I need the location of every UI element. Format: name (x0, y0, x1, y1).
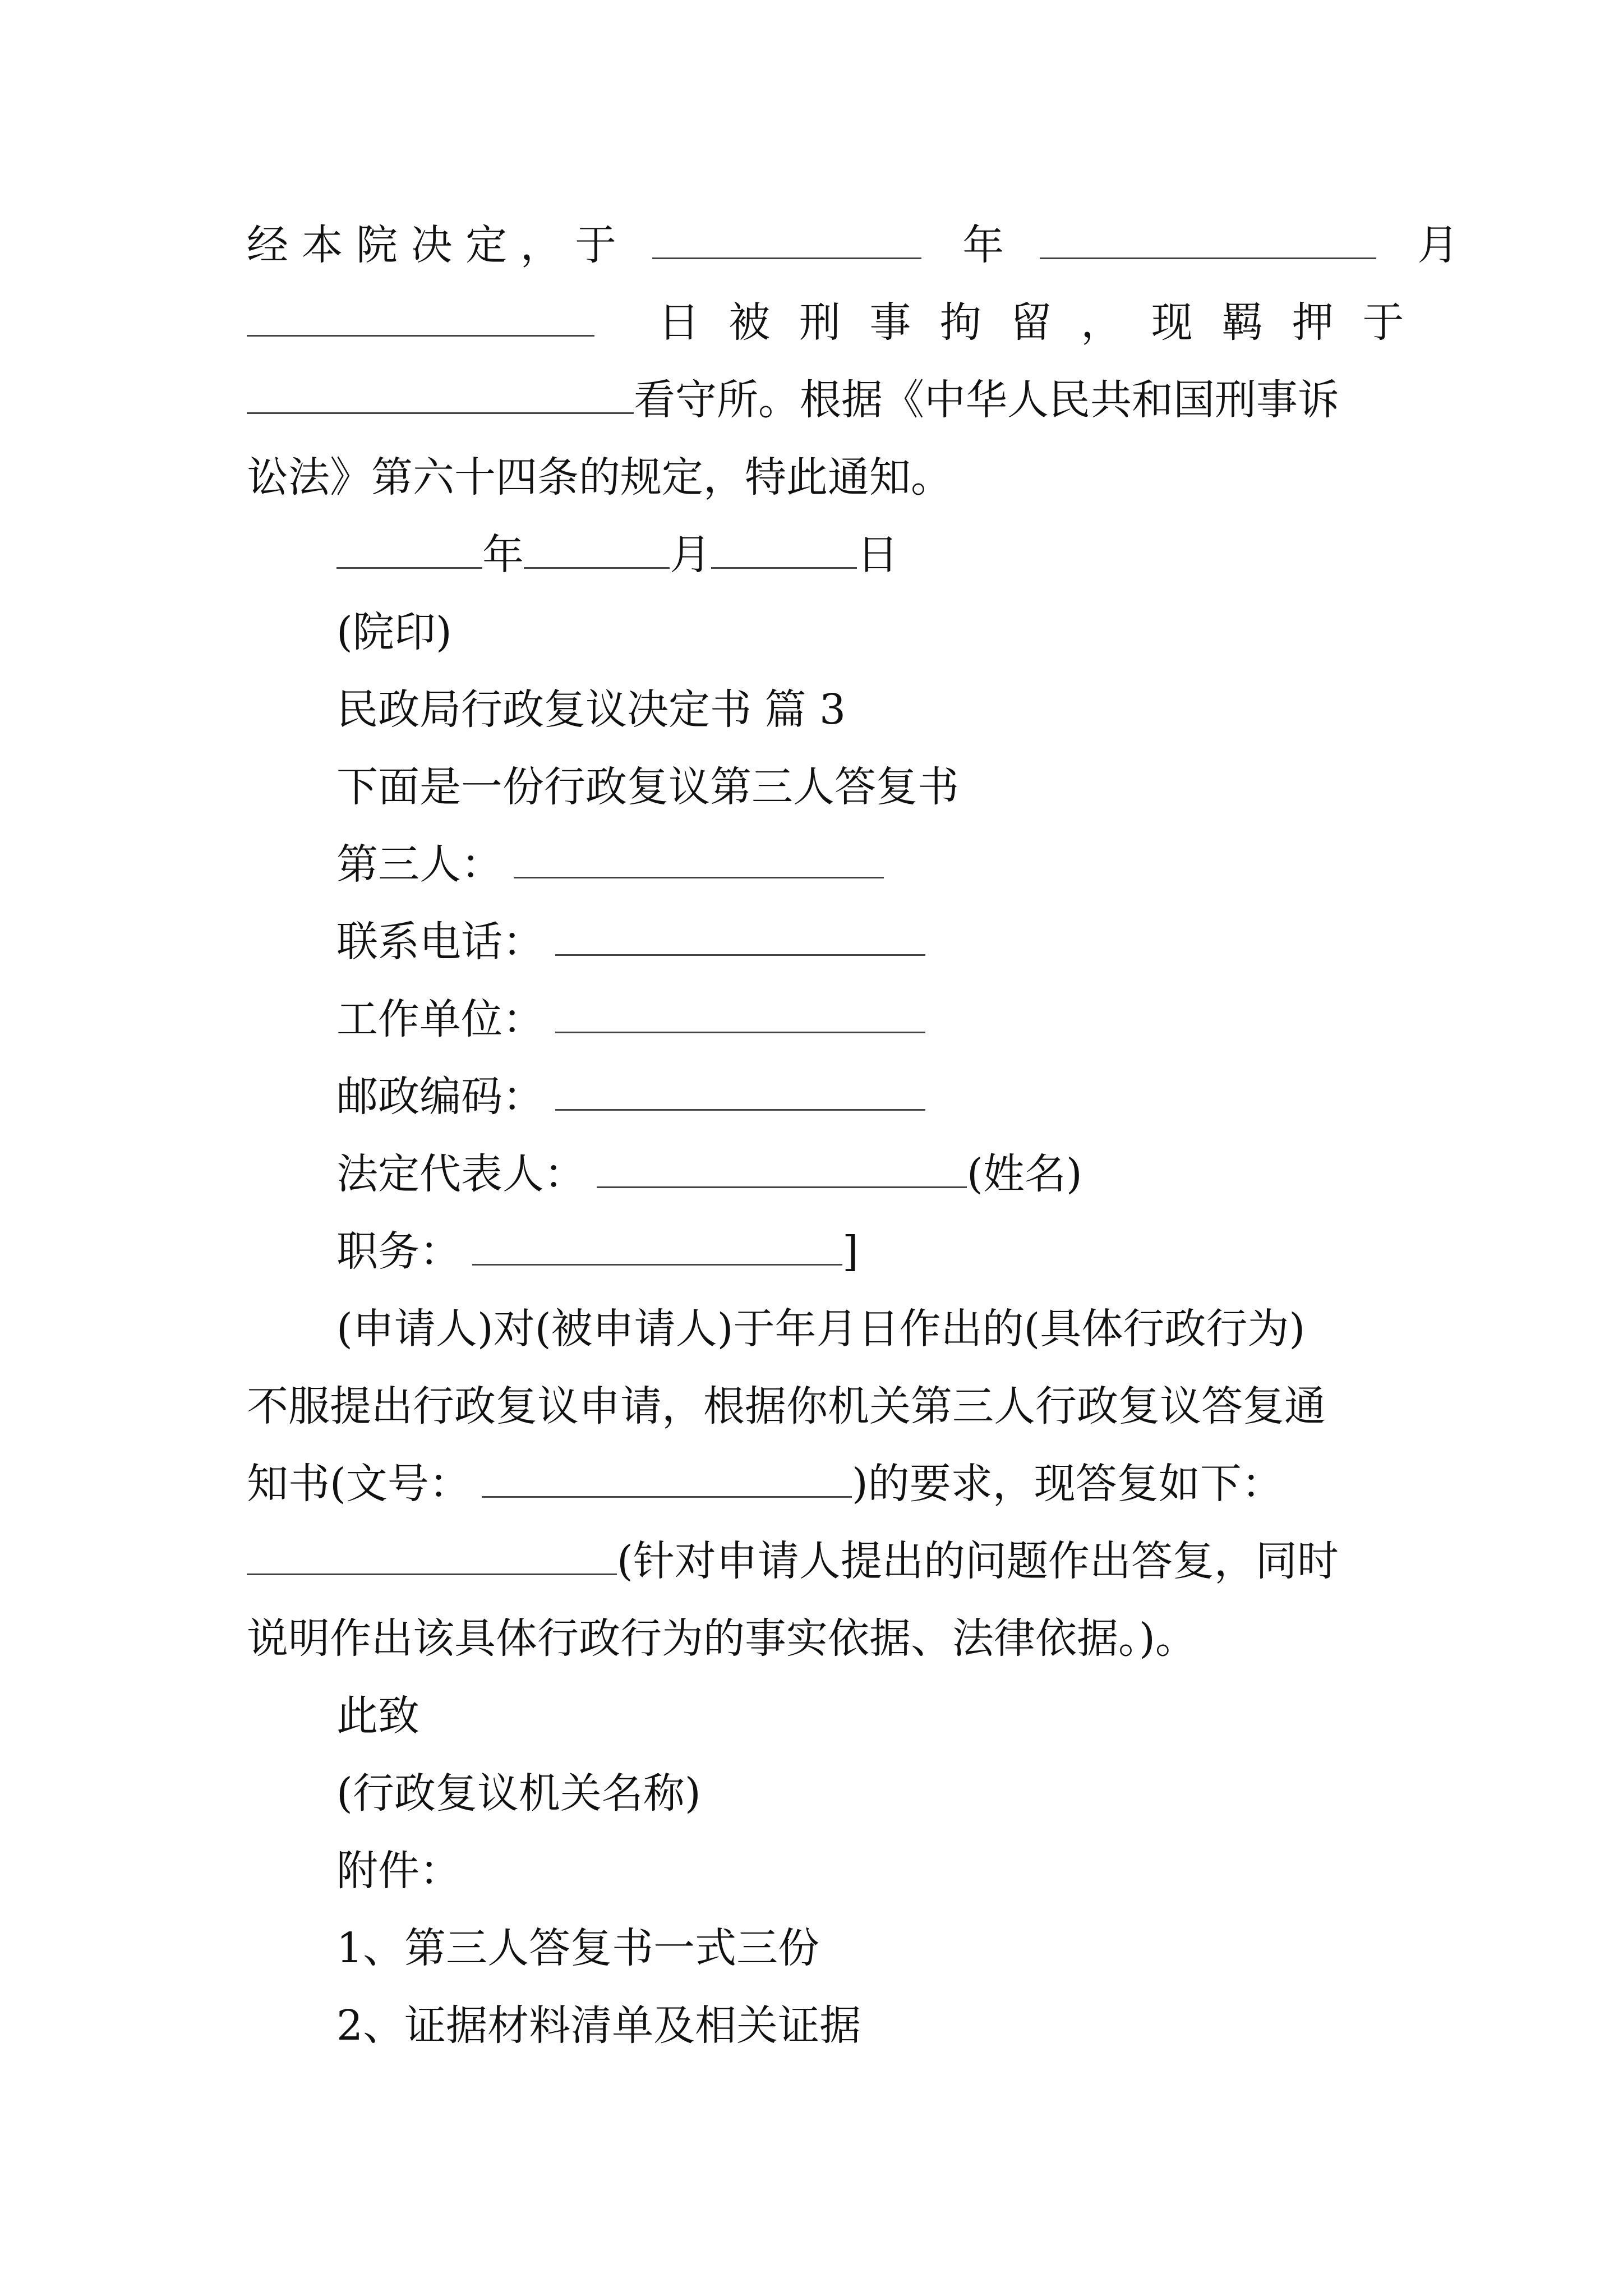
char: ， (1081, 298, 1123, 347)
blank-field (247, 1536, 617, 1575)
body-line-5: 说明作出该具体行政行为的事实依据、法律依据。)。 (247, 1614, 1197, 1663)
phone-field (336, 914, 925, 970)
body-line-2: 不服提出行政复议申请，根据你机关第三人行政复议答复通 (247, 1382, 1326, 1430)
notice-line-2-text (658, 295, 1404, 351)
blank-field (555, 917, 925, 956)
blank-field (597, 1149, 967, 1188)
work-unit-field (336, 991, 925, 1047)
notice-line-3-text: 看守所。根据《中华人民共和国刑事诉 (634, 376, 1339, 424)
char: 日 (658, 298, 700, 347)
postal-code-field (336, 1069, 925, 1125)
char: 羁 (1221, 298, 1264, 347)
attachment-item-1: 1、第三人答复书一式三份 (336, 1924, 820, 1972)
blank-field (336, 530, 482, 569)
blank-field (555, 995, 925, 1033)
salutation: 此致 (336, 1692, 419, 1740)
year-label: 年 (962, 221, 1004, 269)
char: 事 (869, 298, 911, 347)
char: 现 (1151, 298, 1193, 347)
third-party-field (336, 836, 884, 892)
date-year-label: 年 (482, 531, 524, 579)
char: 被 (728, 298, 771, 347)
position-label: 职务： (336, 1227, 461, 1276)
char: 押 (1292, 298, 1334, 347)
date-day-label: 日 (857, 531, 898, 579)
blank-field (514, 840, 884, 878)
blank-field (524, 530, 670, 569)
blank-field (1040, 220, 1376, 259)
position-field (336, 1223, 859, 1280)
blank-field (482, 1459, 852, 1498)
blank-field (472, 1227, 842, 1266)
body-line-4-text: (针对申请人提出的问题作出答复，同时 (617, 1537, 1339, 1585)
work-unit-label: 工作单位： (336, 995, 544, 1043)
intro-line: 下面是一份行政复议第三人答复书 (336, 763, 959, 811)
notice-line-1 (247, 217, 1459, 273)
recipient: (行政复议机关名称) (336, 1769, 701, 1818)
notice-line-1-text: 经 本 院 决 定 ， 于 (247, 221, 617, 269)
char: 留 (1010, 298, 1052, 347)
body-line-3 (247, 1456, 1283, 1512)
body-line-3-b: )的要求，现答复如下： (851, 1460, 1283, 1508)
char: 于 (1362, 298, 1404, 347)
char: 拘 (939, 298, 981, 347)
attachment-item-2: 2、证据材料清单及相关证据 (336, 2001, 861, 2050)
section-title: 民政局行政复议决定书 篇 3 (336, 685, 846, 734)
date-month-label: 月 (670, 531, 711, 579)
attachments-label: 附件： (336, 1847, 461, 1895)
seal-line: (院印) (336, 608, 452, 656)
month-label: 月 (1417, 221, 1459, 269)
legal-rep-field (336, 1146, 1082, 1202)
notice-line-2 (247, 295, 1404, 351)
blank-field (247, 375, 634, 414)
blank-field (652, 220, 921, 259)
body-line-1: (申请人)对(被申请人)于年月日作出的(具体行政行为) (336, 1305, 1306, 1353)
legal-rep-label: 法定代表人： (336, 1150, 585, 1198)
notice-line-4-text: 讼法》第六十四条的规定，特此通知。 (247, 453, 952, 501)
postal-code-label: 邮政编码： (336, 1073, 544, 1121)
blank-field (711, 530, 857, 569)
position-suffix: ] (842, 1227, 859, 1276)
char: 刑 (799, 298, 841, 347)
phone-label: 联系电话： (336, 918, 544, 966)
body-line-4 (247, 1533, 1339, 1589)
blank-field (555, 1072, 925, 1111)
date-line (336, 527, 898, 583)
body-line-3-a: 知书(文号： (247, 1460, 471, 1508)
notice-line-3 (247, 372, 1339, 428)
blank-field (247, 298, 594, 337)
notice-line-4 (247, 449, 952, 505)
legal-rep-suffix: (姓名) (967, 1150, 1082, 1198)
third-party-label: 第三人： (336, 840, 502, 889)
